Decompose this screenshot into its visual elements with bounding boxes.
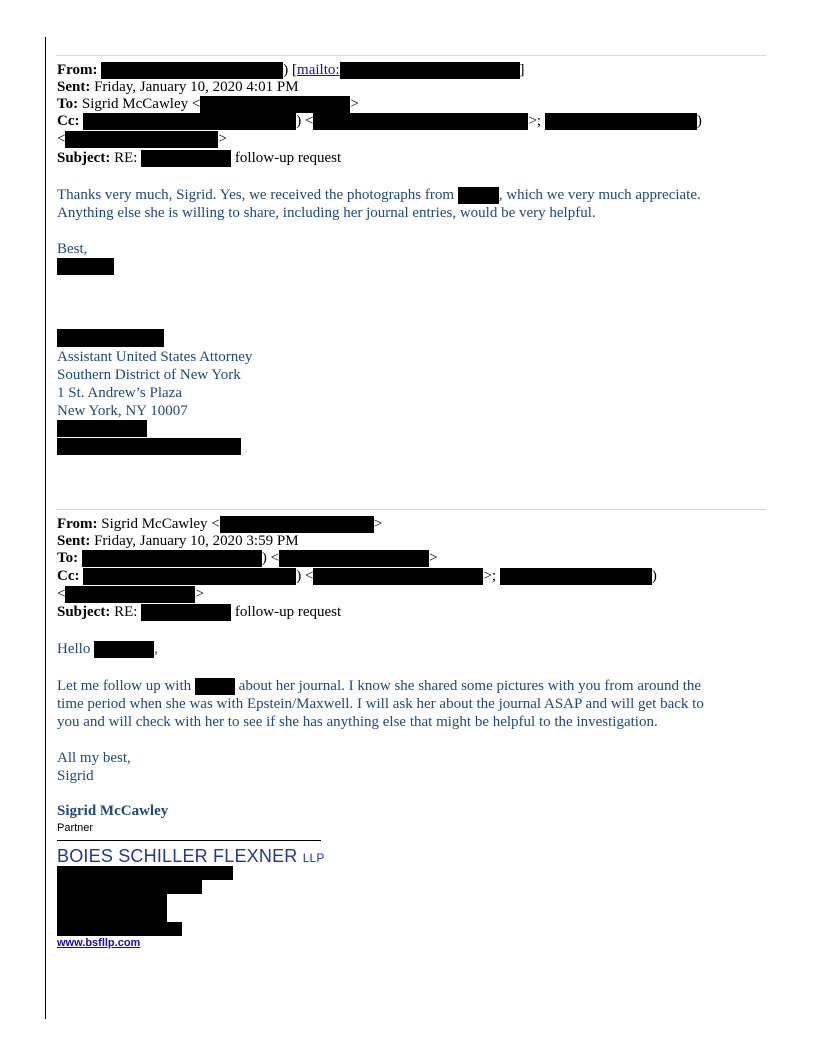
left-margin-rule [45, 37, 46, 1019]
redaction-block [101, 62, 283, 79]
email2-from-line: From: Sigrid McCawley < > [57, 516, 383, 532]
redaction-block [500, 568, 652, 585]
email1-sent-line: Sent: Friday, January 10, 2020 4:01 PM [57, 79, 299, 95]
signature-position: Partner [57, 822, 94, 834]
redaction-block [57, 908, 167, 922]
email1-to-line: To: Sigrid McCawley < > [57, 96, 359, 112]
redaction-block [279, 550, 429, 567]
signature-address: New York, NY 10007 [57, 403, 188, 419]
email2-body-line: you and will check with her to see if she has anything else that might be helpful to the investigation. [57, 714, 658, 730]
redaction-block [94, 641, 154, 658]
email2-cc-line: Cc: ) < >; ) [57, 568, 657, 584]
redaction-block [313, 113, 528, 130]
redaction-block [57, 420, 147, 437]
redaction-block [340, 62, 520, 79]
signature-address: 1 St. Andrew’s Plaza [57, 385, 182, 401]
redaction-block [313, 568, 483, 585]
redaction-block [220, 516, 374, 533]
email2-closing: All my best, [57, 750, 131, 766]
email1-body-line: Thanks very much, Sigrid. Yes, we received the photographs from , which we very much appreciate. [57, 187, 701, 203]
redaction-block [57, 880, 202, 894]
email1-closing: Best, [57, 241, 88, 257]
email2-greeting: Hello , [57, 641, 158, 657]
email2-subject-line: Subject: RE: follow-up request [57, 604, 342, 620]
from-label: From: [57, 62, 98, 78]
email1-cc-line-2: < > [57, 131, 227, 147]
website-link[interactable]: www.bsfllp.com [57, 937, 141, 949]
email2-cc-line-2: < > [57, 586, 204, 602]
firm-name: BOIES SCHILLER FLEXNER LLP [57, 846, 325, 866]
header-divider [56, 509, 766, 510]
redaction-block [141, 150, 231, 167]
redaction-block [83, 113, 296, 130]
redaction-block [545, 113, 697, 130]
redaction-block [57, 894, 167, 908]
signature-office: Southern District of New York [57, 367, 241, 383]
redaction-block [200, 96, 350, 113]
redaction-block [57, 258, 114, 275]
email1-body-line: Anything else she is willing to share, including her journal entries, would be very helpful. [57, 205, 596, 221]
email2-body-line: time period when she was with Epstein/Maxwell. I will ask her about the journal ASAP and will get back to [57, 696, 704, 712]
signature-name: Sigrid McCawley [57, 803, 169, 819]
email2-sent-line: Sent: Friday, January 10, 2020 3:59 PM [57, 533, 299, 549]
email1-cc-line: Cc: ) < >; ) [57, 113, 702, 129]
redaction-block [195, 678, 235, 695]
redaction-block [83, 568, 296, 585]
redaction-block [82, 550, 262, 567]
email1-subject-line: Subject: RE: follow-up request [57, 150, 342, 166]
email2-to-line: To: ) < > [57, 550, 438, 566]
redaction-block [57, 866, 233, 880]
email1-from-line: From: ) [mailto: ] [57, 62, 525, 78]
redaction-block [65, 586, 195, 603]
redaction-block [141, 604, 231, 621]
mailto-link[interactable]: mailto: [297, 62, 340, 78]
redaction-block [458, 187, 499, 204]
email2-closing-name: Sigrid [57, 768, 94, 784]
signature-divider [57, 840, 321, 841]
email2-body-line: Let me follow up with about her journal. I know she shared some pictures with you from around the [57, 678, 702, 694]
signature-title: Assistant United States Attorney [57, 349, 253, 365]
redaction-block [57, 438, 241, 455]
redaction-block [57, 922, 182, 936]
redaction-block [57, 329, 164, 347]
header-divider [56, 55, 766, 56]
redaction-block [65, 131, 218, 148]
